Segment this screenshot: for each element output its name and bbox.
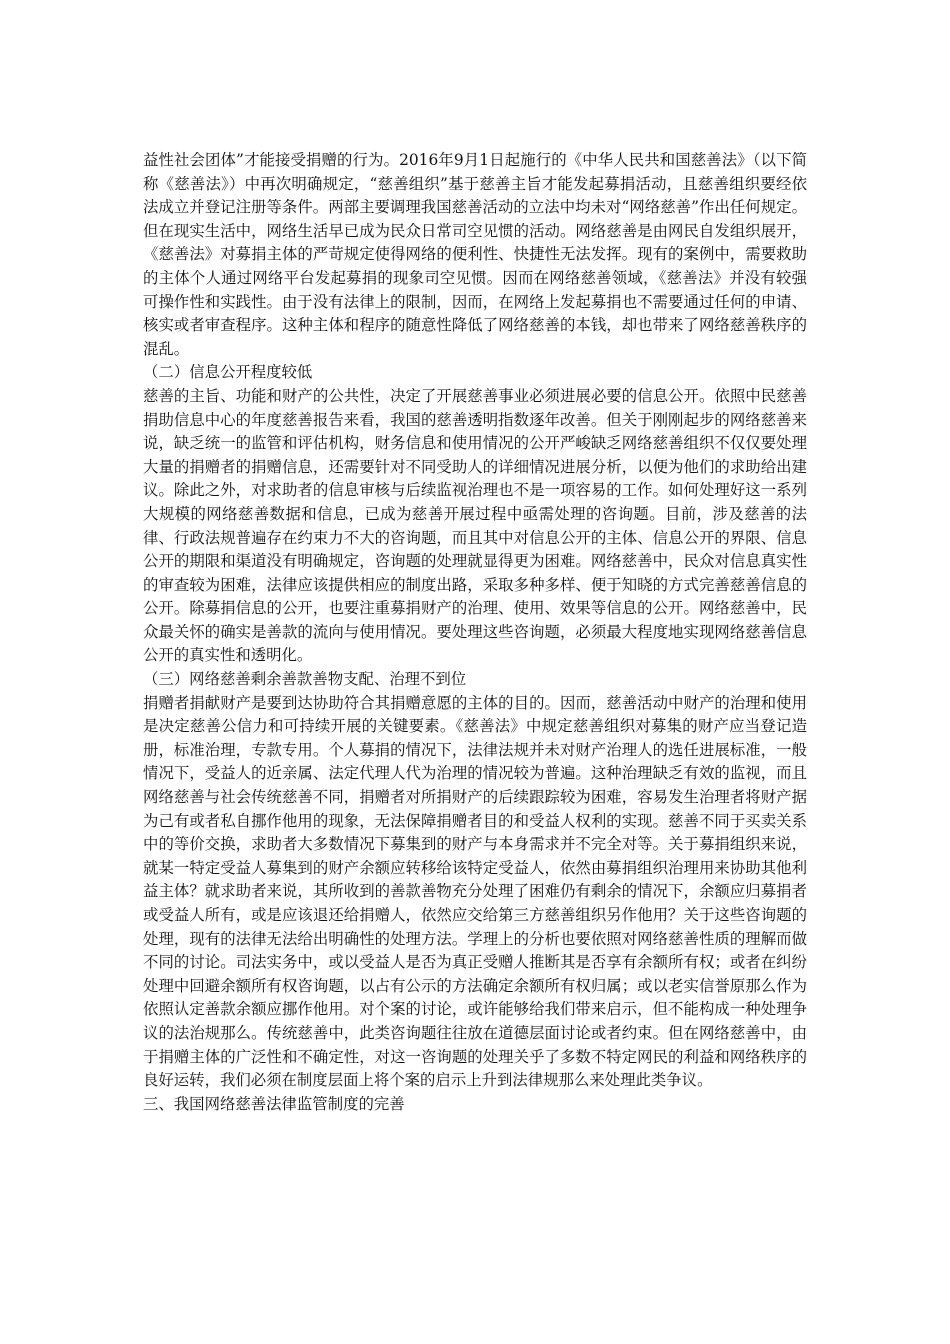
paragraph-fundraising-subject: 益性社会团体”才能接受捐赠的行为。2016年9月1日起施行的《中华人民共和国慈善法》（以下简称《慈善法》）中再次明确规定，“慈善组织”基于慈善主旨才能发起募捐活动，且慈善组织要经依法成立并登记注册等条件。两部主要调理我国慈善活动的立法中均未对“网络慈善”作出任何规定。但在现实生活中，网络生活早已成为民众日常司空见惯的活动。网络慈善是由网民自发组织展开，《慈善法》对募捐主体的严苛规定使得网络的便利性、快捷性无法发挥。现有的案例中，需要救助的主体个人通过网络平台发起募捐的现象司空见惯。因而在网络慈善领域，《慈善法》并没有较强可操作性和实践性。由于没有法律上的限制，因而，在网络上发起募捐也不需要通过任何的申请、核实或者审查程序。这种主体和程序的随意性降低了网络慈善的本钱，却也带来了网络慈善秩序的混乱。 (143, 151, 807, 358)
section-heading-information-disclosure: （二）信息公开程度较低 (143, 363, 313, 382)
section-heading-surplus-funds: （三）网络慈善剩余善款善物支配、治理不到位 (143, 670, 467, 689)
document-page (143, 149, 807, 1116)
paragraph-information-disclosure: 慈善的主旨、功能和财产的公共性，决定了开展慈善事业必须进展必要的信息公开。依照中民慈善捐助信息中心的年度慈善报告来看，我国的慈善透明指数逐年改善。但关于刚刚起步的网络慈善来说，缺乏统一的监管和评估机构，财务信息和使用情况的公开严峻缺乏网络慈善组织不仅仅要处理大量的捐赠者的捐赠信息，还需要针对不同受助人的详细情况进展分析，以便为他们的求助给出建议。除此之外，对求助者的信息审核与后续监视治理也不是一项容易的工作。如何处理好这一系列大规模的网络慈善数据和信息，已成为慈善开展过程中亟需处理的咨询题。目前，涉及慈善的法律、行政法规普遍存在约束力不大的咨询题，而且其中对信息公开的主体、信息公开的界限、信息公开的期限和渠道没有明确规定，咨询题的处理就显得更为困难。网络慈善中，民众对信息真实性的审查较为困难，法律应该提供相应的制度出路，采取多种多样、便于知晓的方式完善慈善信息的公开。除募捐信息的公开，也要注重募捐财产的治理、使用、效果等信息的公开。网络慈善中，民众最关怀的确实是善款的流向与使用情况。要处理这些咨询题，必须最大程度地实现网络慈善信息公开的真实性和透明化。 (143, 386, 807, 665)
paragraph-surplus-funds: 捐赠者捐献财产是要到达协助符合其捐赠意愿的主体的目的。因而，慈善活动中财产的治理和使用是决定慈善公信力和可持续开展的关键要素。《慈善法》中规定慈善组织对募集的财产应当登记造册，标准治理，专款专用。个人募捐的情况下，法律法规并未对财产治理人的选任进展标准，一般情况下，受益人的近亲属、法定代理人代为治理的情况较为普遍。这种治理缺乏有效的监视，而且网络慈善与社会传统慈善不同，捐赠者对所捐财产的后续跟踪较为困难，容易发生治理者将财产据为己有或者私自挪作他用的现象，无法保障捐赠者目的和受益人权利的实现。慈善不同于买卖关系中的等价交换，求助者大多数情况下募集到的财产与本身需求并不完全对等。关于募捐组织来说，就某一特定受益人募集到的财产余额应转移给该特定受益人，依然由募捐组织治理用来协助其他利益主体？就求助者来说，其所收到的善款善物充分处理了困难仍有剩余的情况下，余额应归募捐者或受益人所有，或是应该退还给捐赠人，依然应交给第三方慈善组织另作他用？关于这些咨询题的处理，现有的法律无法给出明确性的处理方法。学理上的分析也要依照对网络慈善性质的理解而做不同的讨论。司法实务中，或以受益人是否为真正受赠人推断其是否享有余额所有权；或者在纠纷处理中回避余额所有权咨询题，以占有公示的方法确定余额所有权归属；或以老实信誉原那么作为依照认定善款余额应挪作他用。对个案的讨论，或许能够给我们带来启示，但不能构成一种处理争议的法治规那么。传统慈善中，此类咨询题往往放在道德层面讨论或者约束。但在网络慈善中，由于捐赠主体的广泛性和不确定性，对这一咨询题的处理关乎了多数不特定网民的利益和网络秩序的良好运转，我们必须在制度层面上将个案的启示上升到法律规那么来处理此类争议。 (143, 693, 807, 1090)
section-heading-improvement: 三、我国网络慈善法律监管制度的完善 (143, 1094, 405, 1113)
